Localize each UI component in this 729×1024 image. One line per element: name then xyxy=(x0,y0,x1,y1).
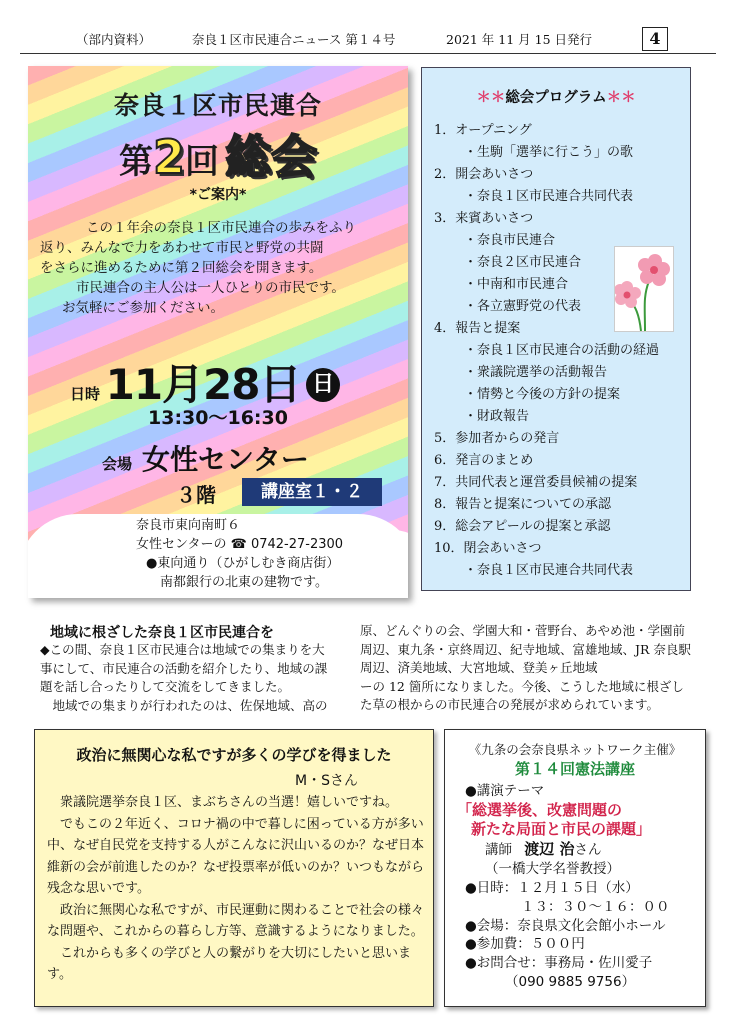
program-item: 10．閉会あいさつ xyxy=(434,541,542,556)
program-item: 1．オープニング xyxy=(434,123,532,138)
lecture-theme-line: 新たな局面と市民の課題」 xyxy=(471,819,652,838)
essay-author: M・Sさん xyxy=(295,773,358,789)
venue-room-badge: 講座室１・２ xyxy=(242,478,382,506)
address-line: ●東向通り（ひがしむき商店街） xyxy=(146,556,340,571)
program-item: 5．参加者からの発言 xyxy=(434,431,560,446)
article-line: た草の根からの市民連合の発展が求められています。 xyxy=(360,697,660,712)
poster-time: 13:30〜16:30 xyxy=(148,407,288,429)
program-item: 9．総会アピールの提案と承認 xyxy=(434,519,611,534)
meeting-poster xyxy=(28,66,408,598)
program-subitem: ・奈良１区市民連合共同代表 xyxy=(464,563,634,578)
program-item: 8．報告と提案についての承認 xyxy=(434,497,612,512)
article-column-left xyxy=(40,641,340,715)
essay-body xyxy=(47,792,427,986)
essay-paragraph: 政治に無関心な私ですが、市民運動に関わることで社会の様々な問題や、これからの暮らし方等、意識するようになりました。 xyxy=(47,902,425,939)
lecture-date: ●日時：１２月１５日（水） xyxy=(465,879,639,896)
program-item: 4．報告と提案 xyxy=(434,321,521,336)
article-line: 周辺、東九条・京終周辺、紀寺地域、富雄地域、JR 奈良駅 xyxy=(360,641,691,657)
day-of-week-badge: 日 xyxy=(306,368,340,402)
poster-lead-line: 返り、みんなで力をあわせて市民と野党の共闘 xyxy=(40,240,324,256)
program-list xyxy=(434,120,659,582)
essay-box xyxy=(34,729,434,1007)
address-line: 南都銀行の北東の建物です。 xyxy=(160,575,328,590)
program-item: 3．来賓あいさつ xyxy=(434,211,534,226)
speaker-name: 渡辺 治 xyxy=(524,840,575,859)
lecture-venue: ●会場：奈良県文化会館小ホール xyxy=(465,917,666,934)
lecture-theme-label: ●講演テーマ xyxy=(465,783,545,799)
issue-date: 2021 年 11 月 15 日発行 xyxy=(446,32,592,47)
speaker-title: （一橋大学名誉教授） xyxy=(485,861,620,878)
lecture-theme-line: 「総選挙後、改憲問題の xyxy=(457,800,623,819)
article-line: ◆この間、奈良１区市民連合は地域での集まりを大 xyxy=(40,642,325,657)
lecture-speaker xyxy=(465,840,670,860)
poster-title-pre: 第 xyxy=(118,142,153,182)
program-subitem: ・生駒「選挙に行こう」の歌 xyxy=(464,145,634,160)
article-line: 事にして、市民連合の活動を紹介したり、地域の課 xyxy=(40,660,328,676)
program-subitem: ・奈良市民連合 xyxy=(464,233,556,248)
header-divider xyxy=(20,53,716,54)
essay-paragraph: 衆議院選挙奈良１区、まぶちさんの当選！嬉しいですね。 xyxy=(47,795,399,810)
lecture-details xyxy=(457,782,670,992)
speaker-label: 講師 xyxy=(485,842,512,859)
essay-paragraph: これからも多くの学びと人の繋がりを大切にしたいと思います。 xyxy=(47,945,412,982)
lecture-box xyxy=(444,729,706,1007)
venue-address xyxy=(136,516,343,592)
program-title-text: 総会プログラム xyxy=(505,90,607,106)
newsletter-title: 奈良１区市民連合ニュース 第１４号 xyxy=(192,32,396,47)
lecture-contact: ●お問合せ：事務局・佐川愛子 xyxy=(465,955,653,972)
article-column-right xyxy=(360,622,700,715)
lecture-name: 第１４回憲法講座 xyxy=(514,760,635,778)
lecture-phone: （090 9885 9756） xyxy=(505,973,636,990)
article-line: 地域での集まりが行われたのは、佐保地域、高の xyxy=(40,697,328,713)
poster-title-num: 2 xyxy=(152,130,185,184)
date-label: 日時 xyxy=(70,385,101,403)
poster-lead-line: この１年余の奈良１区市民連合の歩みをふり xyxy=(86,220,356,236)
page-number: 4 xyxy=(642,27,668,51)
article-line: 周辺、済美地域、大宮地域、登美ヶ丘地域 xyxy=(360,660,598,675)
program-subitem: ・奈良１区市民連合共同代表 xyxy=(464,189,634,204)
date-value: 11月28日 xyxy=(105,360,301,409)
program-item: 7．共同代表と運営委員候補の提案 xyxy=(434,475,638,490)
article-line: ーの 12 箇所になりました。今後、こうした地域に根ざし xyxy=(360,678,684,694)
poster-invitation: *ご案内* xyxy=(189,187,247,203)
venue-name: 女性センター xyxy=(142,443,309,476)
address-line: 女性センターの ☎ 0742-27-2300 xyxy=(136,537,344,552)
address-line: 奈良市東向南町６ xyxy=(136,518,241,533)
venue-label: 会場 xyxy=(102,455,133,473)
program-subitem: ・奈良２区市民連合 xyxy=(464,255,582,270)
speaker-suffix: さん xyxy=(574,842,602,859)
flower-icon xyxy=(614,246,674,332)
program-subitem: ・各立憲野党の代表 xyxy=(464,299,582,314)
poster-lead xyxy=(40,218,388,318)
title-mark: ＊＊ xyxy=(606,90,636,106)
poster-lead-line: 市民連合の主人公は一人ひとりの市民です。 xyxy=(76,280,345,296)
lecture-organizer: 《九条の会奈良県ネットワーク主催》 xyxy=(468,742,682,757)
poster-org: 奈良１区市民連合 xyxy=(113,91,322,120)
program-box xyxy=(421,67,691,591)
poster-title xyxy=(28,121,408,187)
title-mark: ＊＊ xyxy=(476,90,506,106)
lecture-fee: ●参加費：５００円 xyxy=(465,936,585,953)
essay-title: 政治に無関心な私ですが多くの学びを得ました xyxy=(76,746,392,764)
program-subitem: ・奈良１区市民連合の活動の経過 xyxy=(464,343,660,358)
venue-floor: ３階 xyxy=(176,483,216,507)
poster-title-mid: 回 xyxy=(185,142,219,182)
program-subitem: ・中南和市民連合 xyxy=(464,277,569,292)
internal-doc-label: （部内資料） xyxy=(76,32,152,47)
program-item: 6．発言のまとめ xyxy=(434,453,534,468)
article-line: 題を話し合ったりして交流をしてきました。 xyxy=(40,679,291,694)
program-subitem: ・財政報告 xyxy=(464,409,530,424)
poster-lead-line: お気軽にご参加ください。 xyxy=(62,300,224,316)
program-item: 2．開会あいさつ xyxy=(434,167,534,182)
poster-title-big: 総会 xyxy=(225,130,317,184)
program-title xyxy=(422,86,690,107)
poster-venue xyxy=(102,438,309,478)
program-subitem: ・情勢と今後の方針の提案 xyxy=(464,387,621,402)
article-title: 地域に根ざした奈良１区市民連合を xyxy=(50,625,274,641)
essay-paragraph: でもこの２年近く、コロナ禍の中で暮しに困っている方が多い中、なぜ自民党を支持する人がこんなに沢山いるのか？なぜ日本維新の会が前進したのか？なぜ投票率が低いのか？いつもながら残念な思いです。 xyxy=(47,816,425,896)
lecture-time: １３：３０〜１６：００ xyxy=(521,898,670,915)
poster-lead-line: をさらに進めるために第２回総会を開きます。 xyxy=(40,260,323,276)
article-line: 原、どんぐりの会、学園大和・菅野台、あやめ池・学園前 xyxy=(360,623,686,638)
program-subitem: ・衆議院選挙の活動報告 xyxy=(464,365,608,380)
